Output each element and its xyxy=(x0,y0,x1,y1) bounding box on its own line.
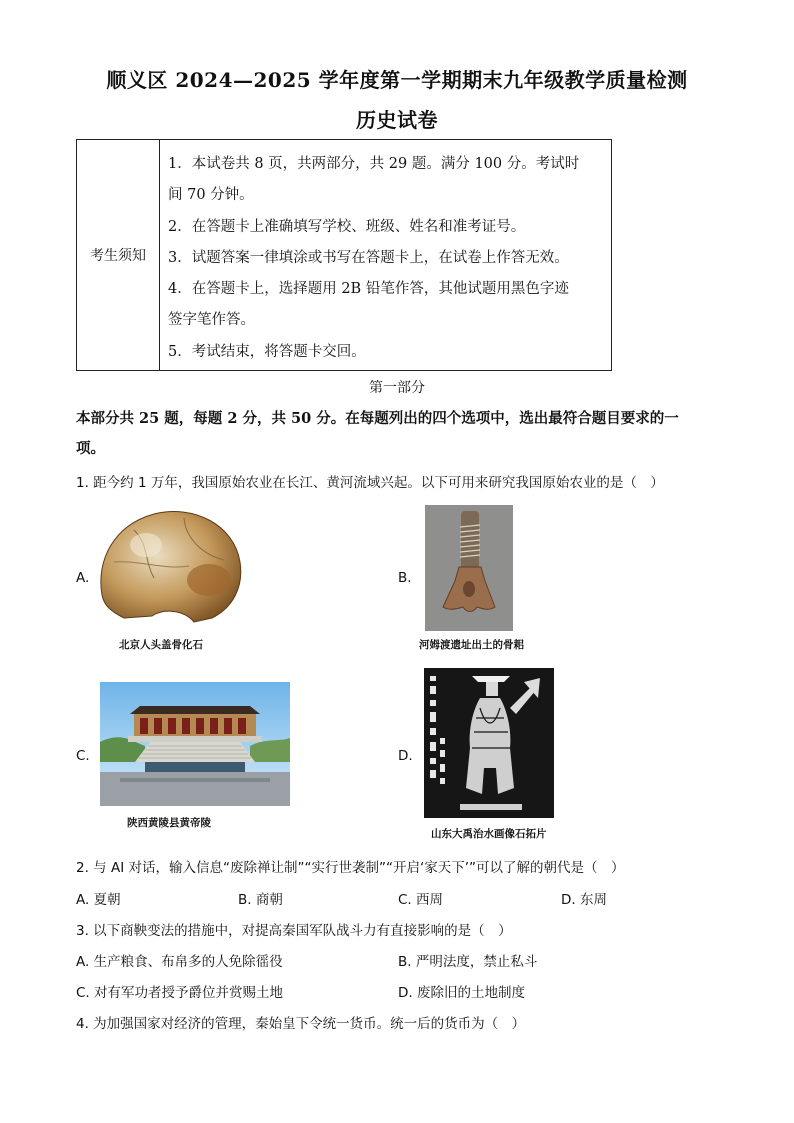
option-letter: C. xyxy=(76,748,90,764)
option-text: B. 严明法度，禁止私斗 xyxy=(398,954,538,970)
notice-box xyxy=(76,139,612,371)
option-text: D. 东周 xyxy=(561,892,607,908)
option-text: A. 生产粮食、布帛多的人免除徭役 xyxy=(76,954,283,970)
exam-subtitle: 历史试卷 xyxy=(356,108,438,132)
skull-fossil-image xyxy=(94,500,244,628)
question-stem: 4. 为加强国家对经济的管理，秦始皇下令统一货币。统一后的货币为（ ） xyxy=(76,1016,526,1032)
stone-rubbing-image xyxy=(424,668,554,818)
option-letter: D. xyxy=(398,748,413,764)
option-caption: 山东大禹治水画像石拓片 xyxy=(431,828,547,840)
option-text: A. 夏朝 xyxy=(76,892,121,908)
huangdi-mausoleum-image xyxy=(100,682,290,806)
notice-line: 3．试题答案一律填涂或书写在答题卡上，在试卷上作答无效。 xyxy=(168,250,569,266)
exam-title: 顺义区 2024—2025 学年度第一学期期末九年级教学质量检测 xyxy=(106,68,688,92)
option-text: B. 商朝 xyxy=(238,892,283,908)
option-letter: A. xyxy=(76,570,90,586)
question-stem: 3. 以下商鞅变法的措施中，对提高秦国军队战斗力有直接影响的是（ ） xyxy=(76,923,512,939)
part-instruction: 项。 xyxy=(76,440,105,457)
notice-line: 签字笔作答。 xyxy=(168,312,255,328)
question-stem: 1. 距今约 1 万年，我国原始农业在长江、黄河流域兴起。以下可用来研究我国原始农业的是（ ） xyxy=(76,475,664,491)
option-text: C. 西周 xyxy=(398,892,444,908)
question-stem: 2. 与 AI 对话，输入信息“废除禅让制”“实行世袭制”“开启‘家天下’”可以了解的朝代是（ ） xyxy=(76,860,625,876)
option-caption: 北京人头盖骨化石 xyxy=(119,639,203,651)
notice-line: 间 70 分钟。 xyxy=(168,187,254,203)
option-caption: 陕西黄陵县黄帝陵 xyxy=(127,817,211,829)
part-heading: 第一部分 xyxy=(369,380,425,396)
option-text: C. 对有军功者授予爵位并赏赐土地 xyxy=(76,985,284,1001)
notice-line: 5．考试结束，将答题卡交回。 xyxy=(168,344,366,360)
notice-label: 考生须知 xyxy=(77,140,160,370)
bone-spade-image xyxy=(425,505,513,631)
notice-line: 2．在答题卡上准确填写学校、班级、姓名和准考证号。 xyxy=(168,219,526,235)
option-text: D. 废除旧的土地制度 xyxy=(398,985,525,1001)
notice-line: 1．本试卷共 8 页，共两部分，共 29 题。满分 100 分。考试时 xyxy=(168,156,580,172)
option-letter: B. xyxy=(398,570,412,586)
notice-line: 4．在答题卡上，选择题用 2B 铅笔作答，其他试题用黑色字迹 xyxy=(168,281,569,297)
part-instruction: 本部分共 25 题，每题 2 分，共 50 分。在每题列出的四个选项中，选出最符合题目要求的一 xyxy=(76,410,679,427)
option-caption: 河姆渡遗址出土的骨耜 xyxy=(419,639,524,651)
